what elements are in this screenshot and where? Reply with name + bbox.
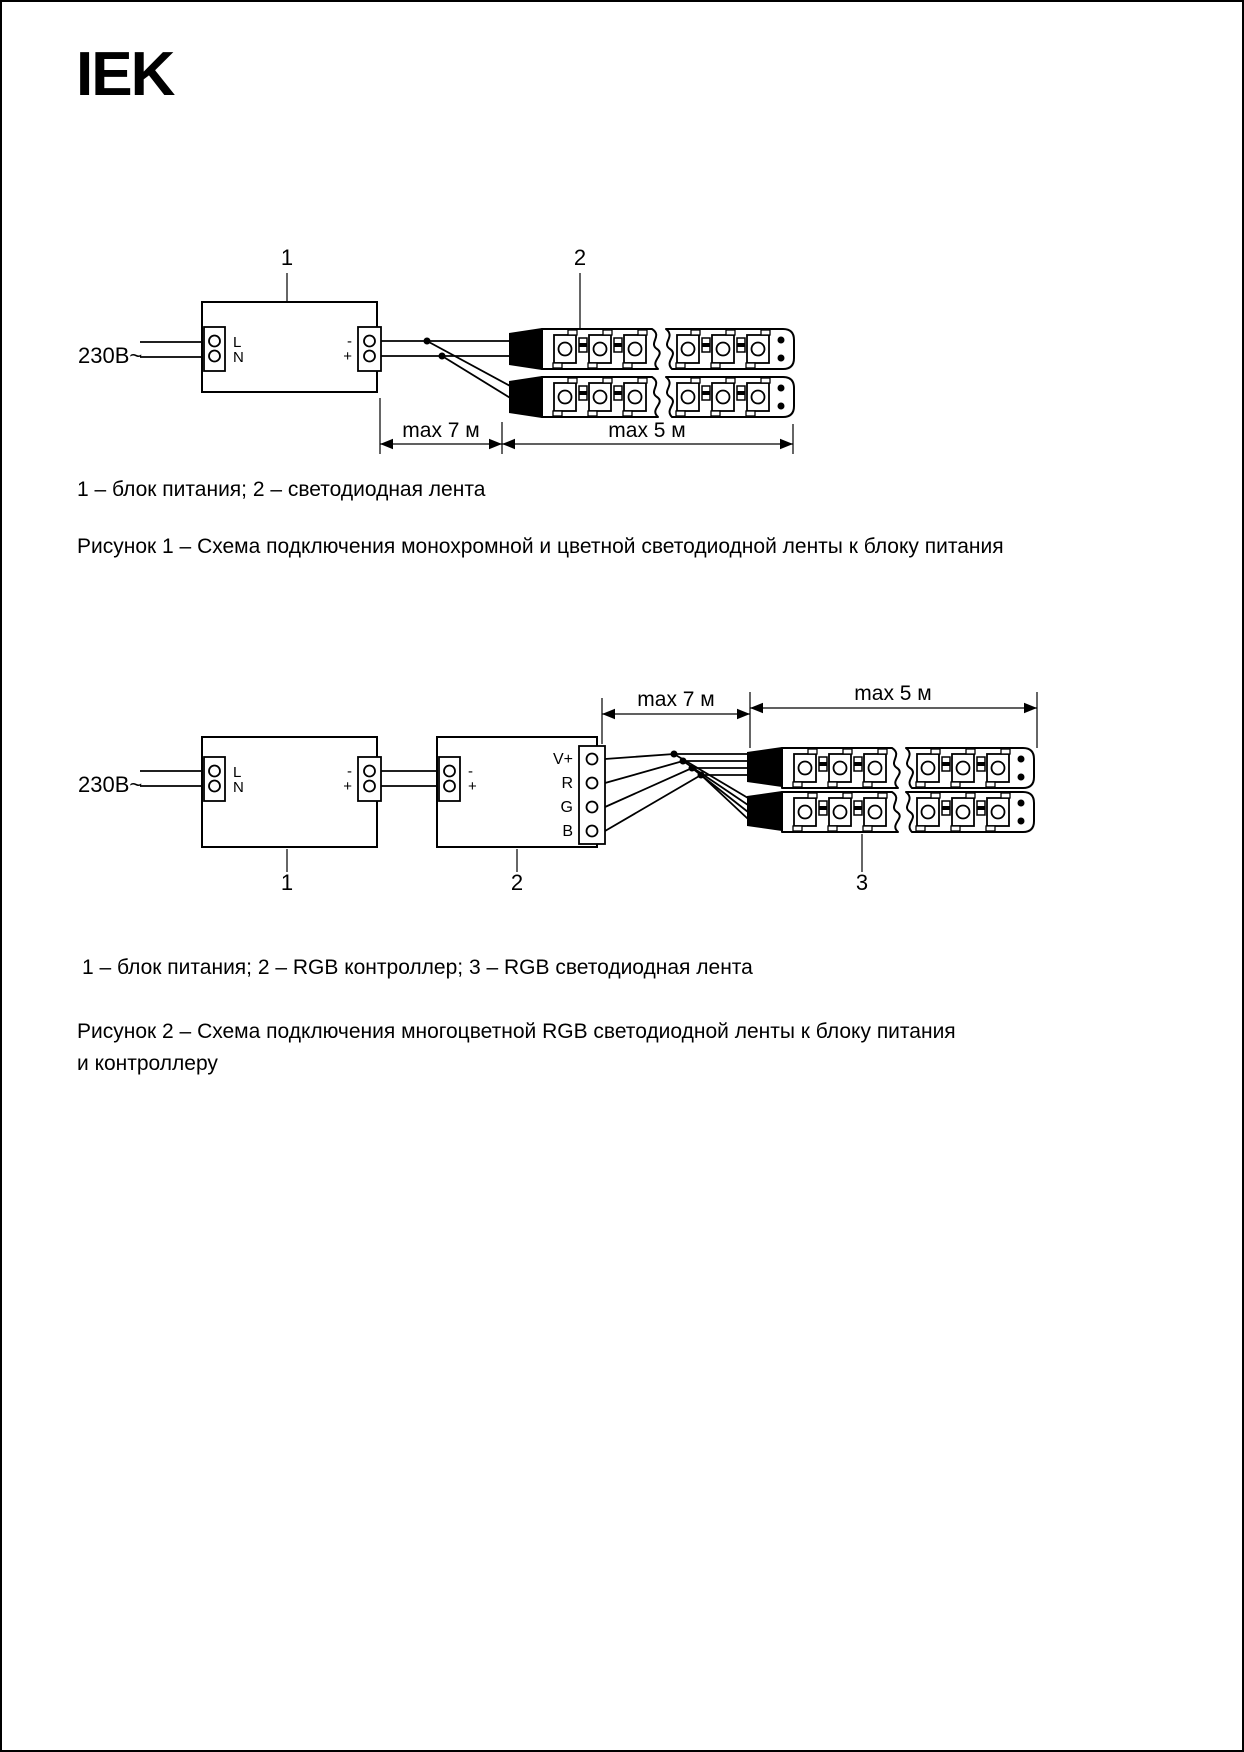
fig2-psu-label-plus: + (343, 778, 352, 795)
fig1-callout-1-label: 1 (280, 245, 294, 270)
fig2-rgb-wires (605, 754, 748, 831)
fig2-rgb-strip-bottom (747, 791, 1034, 832)
fig2-dimensions (602, 682, 1037, 748)
fig2-callout-3 (856, 834, 868, 895)
fig1-strip-top-end-hole-2 (778, 355, 785, 362)
fig1-mains-wires (140, 342, 204, 357)
led-chip-row (793, 793, 887, 831)
fig2-mains-voltage-label: 230В~ (78, 772, 143, 797)
fig1-dc-wires (381, 341, 513, 399)
fig1-strip-bottom-end-hole-1 (778, 385, 785, 392)
fig2-strip-bottom-end-hole-2 (1018, 818, 1025, 825)
fig2-psu-terminal-minus (364, 766, 375, 777)
fig1-callout-2-label: 2 (573, 245, 587, 270)
fig1-psu-label-minus: - (347, 333, 352, 350)
led-chip-row (676, 378, 770, 416)
fig1-junction-dot-2 (439, 353, 446, 360)
fig2-strip-top-connector (747, 747, 782, 787)
led-chip-row (553, 330, 647, 368)
fig2-power-supply (202, 737, 381, 847)
fig1-power-supply (202, 302, 381, 392)
fig2-callout-2-label: 2 (510, 870, 524, 895)
led-chip-row (916, 749, 1010, 787)
fig1-psu-terminal-L (209, 336, 220, 347)
figure1-wiring-diagram (2, 232, 1244, 482)
fig1-psu-label-N: N (233, 349, 244, 366)
fig1-strip-top-connector (509, 328, 542, 370)
fig2-controller-body (437, 737, 597, 847)
fig2-dim-label-7m: max 7 м (637, 688, 715, 711)
fig2-junction-dot-2 (680, 758, 687, 765)
fig2-junction-dot-1 (671, 751, 678, 758)
fig2-psu-input-terminal-block (204, 757, 225, 801)
figure2-wiring-diagram (2, 662, 1244, 912)
fig1-strip-bottom-connector (509, 376, 542, 418)
fig1-psu-label-L: L (233, 334, 242, 351)
fig2-junction-dot-4 (698, 772, 705, 779)
fig1-callout-2 (574, 245, 586, 328)
fig1-psu-input-terminal-block (204, 327, 225, 371)
fig1-junction-dot-1 (424, 338, 431, 345)
fig2-dim-label-5m: max 5 м (854, 682, 932, 705)
fig2-output-label-vplus: V+ (552, 751, 573, 768)
fig2-controller-label-minus: - (468, 763, 473, 780)
fig2-controller-terminal-minus (444, 766, 455, 777)
fig2-strip-bottom-end-hole-1 (1018, 800, 1025, 807)
fig2-psu-terminal-plus (364, 781, 375, 792)
fig2-callout-2 (511, 849, 523, 895)
fig2-output-terminal-vplus (587, 754, 598, 765)
fig1-psu-terminal-N (209, 351, 220, 362)
fig1-psu-terminal-plus (364, 351, 375, 362)
led-chip-row (676, 330, 770, 368)
fig2-psu-to-controller-wires (381, 771, 440, 786)
fig2-controller-input-terminal-block (439, 757, 460, 801)
figure2-title-line1: Рисунок 2 – Схема подключения многоцветной RGB светодиодной ленты к блоку питания (77, 1020, 956, 1043)
fig2-psu-label-L: L (233, 764, 242, 781)
fig2-output-terminal-b (587, 826, 598, 837)
fig2-mains-wires (140, 771, 204, 786)
fig1-dim-label-7m: max 7 м (402, 419, 480, 442)
fig2-junction-dot-3 (689, 765, 696, 772)
fig2-callout-3-label: 3 (855, 870, 869, 895)
fig2-rgb-strip-top (747, 747, 1034, 788)
fig2-psu-terminal-N (209, 781, 220, 792)
figure1-legend: 1 – блок питания; 2 – светодиодная лента (77, 478, 486, 501)
figure2-legend: 1 – блок питания; 2 – RGB контроллер; 3 – RGB светодиодная лента (82, 956, 753, 979)
fig1-mains-voltage-label: 230В~ (78, 343, 143, 368)
fig2-strip-top-end-hole-2 (1018, 774, 1025, 781)
fig1-psu-terminal-minus (364, 336, 375, 347)
fig2-callout-1 (281, 849, 293, 895)
fig2-psu-output-terminal-block (358, 757, 381, 801)
fig2-output-label-b: B (562, 823, 573, 840)
led-chip-row (793, 749, 887, 787)
fig2-output-label-g: G (560, 799, 573, 816)
fig2-rgb-controller (437, 737, 605, 847)
fig1-dim-label-5m: max 5 м (608, 419, 686, 442)
fig2-psu-label-N: N (233, 779, 244, 796)
fig1-led-strip-top (509, 328, 794, 370)
fig1-psu-output-terminal-block (358, 327, 381, 371)
fig2-output-terminal-r (587, 778, 598, 789)
iek-logo: IEK (76, 40, 174, 109)
fig1-strip-top-end-hole-1 (778, 337, 785, 344)
figure2-title (77, 1016, 956, 1080)
fig2-controller-terminal-plus (444, 781, 455, 792)
fig2-psu-label-minus: - (347, 763, 352, 780)
figure1-title: Рисунок 1 – Схема подключения монохромной и цветной светодиодной ленты к блоку питания (77, 535, 1004, 558)
led-chip-row (553, 378, 647, 416)
fig2-output-label-r: R (561, 775, 573, 792)
fig2-output-terminal-g (587, 802, 598, 813)
fig2-strip-bottom-connector (747, 791, 782, 831)
fig1-psu-label-plus: + (343, 348, 352, 365)
fig2-strip-top-end-hole-1 (1018, 756, 1025, 763)
fig2-psu-terminal-L (209, 766, 220, 777)
fig2-callout-1-label: 1 (280, 870, 294, 895)
fig1-led-strip-bottom (509, 376, 794, 418)
led-chip-row (916, 793, 1010, 831)
fig1-strip-bottom-end-hole-2 (778, 403, 785, 410)
fig2-controller-label-plus: + (468, 778, 477, 795)
figure2-title-line2: и контроллеру (77, 1052, 218, 1075)
